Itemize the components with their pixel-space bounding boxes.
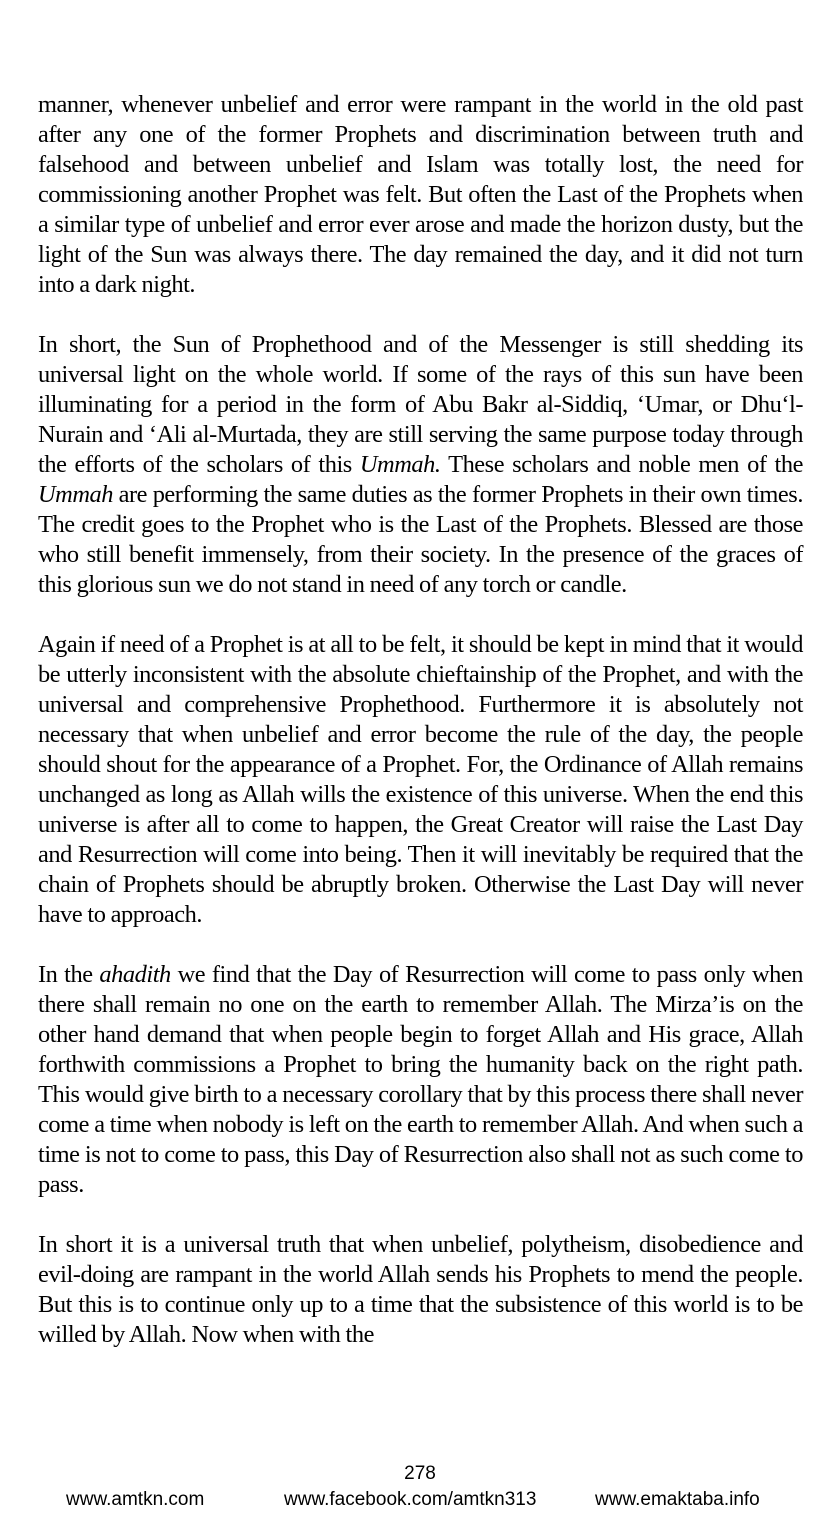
- footer-link-facebook[interactable]: www.facebook.com/amtkn313: [284, 1489, 537, 1510]
- italic-term: Ummah: [38, 481, 113, 508]
- text-run: In short it is a universal truth that when unbelief, polytheism, disobedience and evil-doing are rampant in the world Allah sends his Prophets to mend the people. But this is to continue only up to a time that the subsistence of this world is to be willed by Allah. Now when with the: [38, 1231, 803, 1348]
- text-run: These scholars and noble men of the: [440, 451, 803, 478]
- page-number: 278: [404, 1463, 436, 1484]
- footer-link-amtkn[interactable]: www.amtkn.com: [66, 1489, 205, 1510]
- footer-link-emaktaba[interactable]: www.emaktaba.info: [595, 1489, 760, 1510]
- text-run: manner, whenever unbelief and error were rampant in the world in the old past after any one of the former Prophets and discrimination between truth and falsehood and between unbelief and Islam was totally lost, the need for commissioning another Prophet was felt. But often the Last of the Prophets when a similar type of unbelief and error ever arose and made the horizon dusty, but the light of the Sun was always there. The day remained the day, and it did not turn into a dark night.: [38, 91, 803, 298]
- paragraph-4: [38, 960, 803, 1200]
- text-run: In the: [38, 961, 100, 988]
- text-run: Again if need of a Prophet is at all to be felt, it should be kept in mind that it would be utterly inconsistent with the absolute chieftainship of the Prophet, and with the universal and comprehensive Prophethood. Furthermore it is absolutely not necessary that when unbelief and error become the rule of the day, the people should shout for the appearance of a Prophet. For, the Ordinance of Allah remains unchanged as long as Allah wills the existence of this universe. When the end this universe is after all to come to happen, the Great Creator will raise the Last Day and Resurrection will come into being. Then it will inevitably be required that the chain of Prophets should be abruptly broken. Otherwise the Last Day will never have to approach.: [38, 631, 803, 928]
- paragraph-5: [38, 1230, 803, 1350]
- footer: [0, 1489, 840, 1515]
- italic-term: Ummah.: [359, 451, 441, 478]
- paragraph-1: [38, 90, 803, 300]
- text-run: are performing the same duties as the former Prophets in their own times. The credit goes to the Prophet who is the Last of the Prophets. Blessed are those who still benefit immensely, from their society. In the presence of the graces of this glorious sun we do not stand in need of any torch or candle.: [38, 481, 803, 598]
- text-run: we find that the Day of Resurrection will come to pass only when there shall remain no one on the earth to remember Allah. The Mirza’is on the other hand demand that when people begin to forget Allah and His grace, Allah forthwith commissions a Prophet to bring the humanity back on the right path. This would give birth to a necessary corollary that by this process there shall never come a time when nobody is left on the earth to remember Allah. And when such a time is not to come to pass, this Day of Resurrection also shall not as such come to pass.: [38, 961, 803, 1198]
- text-run: In short, the Sun of Prophethood and of the Messenger is still shedding its universal light on the whole world. If some of the rays of this sun have been illuminating for a period in the form of Abu Bakr al-Siddiq, ‘Umar, or Dhu‘l-Nurain and ‘Ali al-Murtada, they are still serving the same purpose today through the efforts of the scholars of this: [38, 331, 803, 478]
- italic-term: ahadith: [99, 961, 171, 988]
- page-body: [38, 90, 803, 1350]
- paragraph-3: [38, 630, 803, 930]
- paragraph-2: [38, 330, 803, 600]
